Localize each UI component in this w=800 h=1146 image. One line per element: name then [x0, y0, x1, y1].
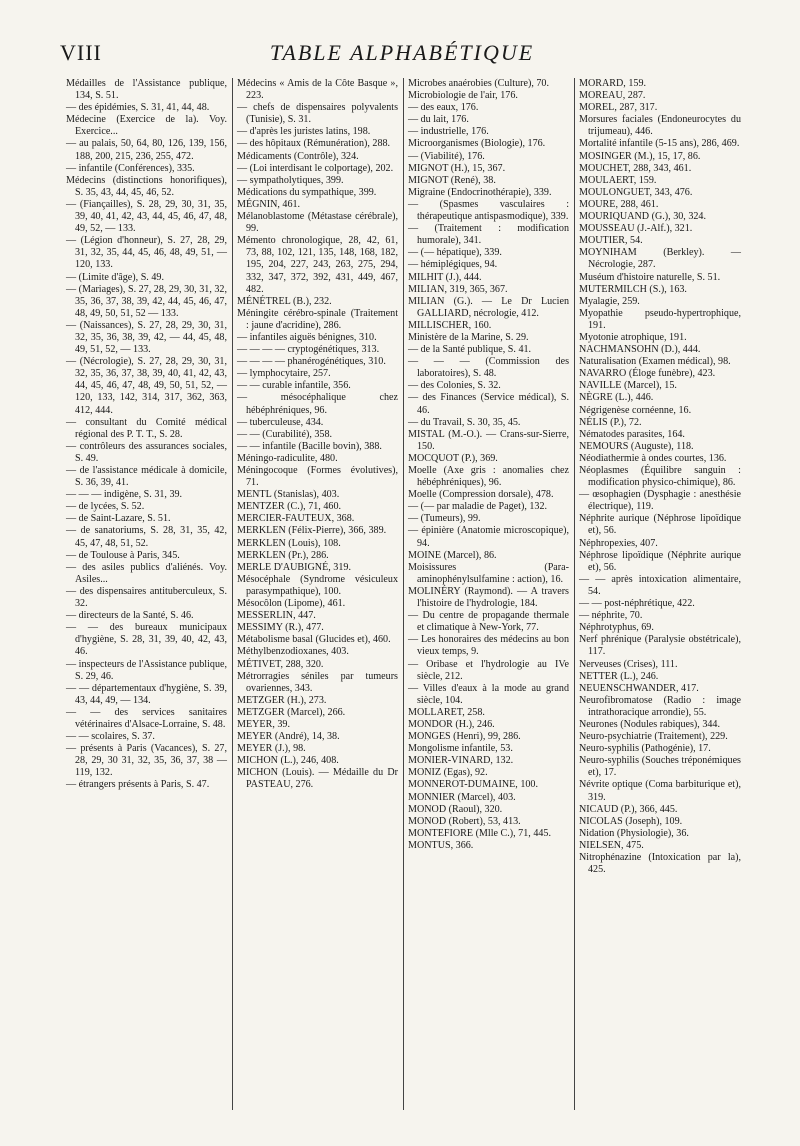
index-entry: MERCIER-FAUTEUX, 368.: [237, 513, 355, 525]
index-entry: MONIZ (Egas), 92.: [408, 767, 488, 779]
index-entry: — (Tumeurs), 99.: [408, 513, 481, 525]
index-entry: — Villes d'eaux à la mode au grand siècle, 104.: [408, 682, 569, 706]
index-entry: Muséum d'histoire naturelle, S. 51.: [579, 271, 721, 283]
index-entry: MILLISCHER, 160.: [408, 319, 492, 331]
index-entry: Méthylbenzodioxanes, 403.: [237, 646, 349, 658]
index-entry: Nitrophénazine (Intoxication par la), 425.: [579, 852, 741, 876]
index-entry: MILIAN (G.). — Le Dr Lucien GALLIARD, nécrologie, 412.: [408, 295, 569, 319]
index-entry: — tuberculeuse, 434.: [237, 416, 324, 428]
index-entry: Mésocéphale (Syndrome vésiculeux parasympathique), 100.: [237, 573, 398, 597]
index-entry: Médecins (distinctions honorifiques), S. 35, 43, 44, 45, 46, 52.: [66, 174, 227, 198]
index-entry: Neuro-syphilis (Souches tréponémiques et), 17.: [579, 755, 741, 779]
index-entry: — (Spasmes vasculaires : thérapeutique antispasmodique), 339.: [408, 198, 569, 223]
index-entry: — (Mariages), S. 27, 28, 29, 30, 31, 32, 35, 36, 37, 38, 39, 42, 44, 45, 46, 47, 48, 49, 50, 51, 52 — 133.: [66, 283, 227, 319]
index-entry: — contrôleurs des assurances sociales, S. 49.: [66, 440, 227, 464]
index-entry: Médecins « Amis de la Côte Basque », 223.: [237, 78, 398, 102]
index-entry: Méningo-radiculite, 480.: [237, 452, 338, 464]
index-entry: — de sanatoriums, S. 28, 31, 35, 42, 45, 47, 48, 51, 52.: [66, 525, 227, 549]
index-entry: MOUTIER, 54.: [579, 235, 643, 247]
index-entry: — Les honoraires des médecins au bon vieux temps, 9.: [408, 634, 569, 658]
index-entry: MONIER-VINARD, 132.: [408, 755, 514, 767]
index-entry: MOULONGUET, 343, 476.: [579, 186, 693, 198]
index-entry: — de Saint-Lazare, S. 51.: [66, 513, 171, 525]
index-entry: MICHON (L.), 246, 408.: [237, 755, 339, 767]
index-entry: Microbes anaérobies (Culture), 70.: [408, 78, 549, 89]
index-entry: MERKLEN (Félix-Pierre), 366, 389.: [237, 525, 387, 537]
index-entry: NICAUD (P.), 366, 445.: [579, 803, 678, 815]
index-entry: — sympatholytiques, 399.: [237, 174, 344, 186]
index-entry: Métrorragies séniles par tumeurs ovariennes, 343.: [237, 670, 398, 694]
index-entry: — — — (Commission des laboratoires), S. 48.: [408, 356, 569, 380]
index-entry: Morsures faciales (Endoneurocytes du trijumeau), 446.: [579, 114, 741, 138]
index-entry: Néodiathermie à ondes courtes, 136.: [579, 452, 727, 464]
index-entry: Médailles de l'Assistance publique, 134, S. 51.: [66, 78, 227, 102]
index-entry: — des Colonies, S. 32.: [408, 380, 501, 392]
index-entry: Nerf phrénique (Paralysie obstétricale), 117.: [579, 634, 741, 658]
index-entry: — néphrite, 70.: [579, 610, 643, 622]
index-entry: — — des bureaux municipaux d'hygiène, S. 28, 31, 39, 40, 42, 43, 46.: [66, 622, 227, 658]
index-entry: Naturalisation (Examen médical), 98.: [579, 356, 731, 368]
index-entry: Microbiologie de l'air, 176.: [408, 90, 518, 102]
index-entry: NÉLIS (P.), 72.: [579, 416, 642, 428]
index-entry: MONOD (Raoul), 320.: [408, 803, 503, 815]
index-entry: NAVARRO (Éloge funèbre), 423.: [579, 368, 716, 380]
index-columns: [62, 78, 746, 1110]
index-entry: — épinière (Anatomie microscopique), 94.: [408, 525, 569, 549]
index-entry: — chefs de dispensaires polyvalents (Tunisie), S. 31.: [237, 102, 398, 126]
index-entry: Méningite cérébro-spinale (Traitement : jaune d'acridine), 286.: [237, 307, 398, 331]
index-entry: — consultant du Comité médical régional des P. T. T., S. 28.: [66, 416, 227, 440]
index-entry: Neuro-psychiatrie (Traitement), 229.: [579, 731, 728, 743]
index-entry: MÉTIVET, 288, 320.: [237, 658, 324, 670]
index-entry: — hémiplégiques, 94.: [408, 259, 498, 271]
index-entry: Neurofibromatose (Radio : image intrathoracique arrondie), 55.: [579, 694, 741, 718]
index-entry: — (— par maladie de Paget), 132.: [408, 501, 548, 513]
index-entry: Nidation (Physiologie), 36.: [579, 827, 689, 839]
index-entry: NIELSEN, 475.: [579, 839, 644, 851]
index-entry: — (Légion d'honneur), S. 27, 28, 29, 31, 32, 35, 44, 45, 46, 48, 49, 51, — 120, 133.: [66, 235, 227, 271]
index-entry: — infantiles aiguës bénignes, 310.: [237, 331, 377, 343]
index-entry: MESSIMY (R.), 477.: [237, 622, 324, 634]
index-entry: — des eaux, 176.: [408, 102, 479, 114]
index-entry: Migraine (Endocrinothérapie), 339.: [408, 186, 552, 198]
index-entry: Mélanoblastome (Métastase cérébrale), 99.: [237, 211, 398, 235]
index-entry: — des asiles publics d'aliénés. Voy. Asiles...: [66, 561, 227, 585]
page-header: [60, 40, 744, 74]
index-entry: — inspecteurs de l'Assistance publique, S. 29, 46.: [66, 658, 227, 682]
index-entry: MEYER (J.), 98.: [237, 743, 306, 755]
index-entry: MOYNIHAM (Berkley). — Nécrologie, 287.: [579, 247, 741, 271]
index-entry: MONGES (Henri), 99, 286.: [408, 731, 521, 743]
index-entry: Névrite optique (Coma barbiturique et), 319.: [579, 779, 741, 803]
index-entry: METZGER (H.), 273.: [237, 694, 327, 706]
index-entry: MUTERMILCH (S.), 163.: [579, 283, 687, 295]
index-entry: — (Fiançailles), S. 28, 29, 30, 31, 35, 39, 40, 41, 42, 43, 44, 45, 46, 47, 48, 49, 52, — 133.: [66, 198, 227, 235]
index-entry: Neurones (Nodules rabiques), 344.: [579, 718, 720, 730]
index-entry: MONNIER (Marcel), 403.: [408, 791, 516, 803]
index-entry: Médicaments (Contrôle), 324.: [237, 150, 359, 162]
index-entry: — mésocéphalique chez hébéphréniques, 96.: [237, 392, 398, 416]
index-entry: MONTEFIORE (Mlle C.), 71, 445.: [408, 827, 551, 839]
index-entry: MOREAU, 287.: [579, 90, 646, 102]
index-entry: MOULAERT, 159.: [579, 174, 657, 186]
index-entry: — (— hépatique), 339.: [408, 247, 502, 259]
index-entry: — de la Santé publique, S. 41.: [408, 344, 532, 356]
index-entry: Méningocoque (Formes évolutives), 71.: [237, 465, 398, 489]
index-entry: MOUSSEAU (J.-Alf.), 321.: [579, 223, 693, 235]
index-entry: Médications du sympathique, 399.: [237, 186, 377, 198]
index-entry: — de Toulouse à Paris, 345.: [66, 549, 180, 561]
index-entry: MERLE D'AUBIGNÉ, 319.: [237, 561, 351, 573]
index-entry: — (Naissances), S. 27, 28, 29, 30, 31, 32, 35, 36, 38, 39, 42, — 44, 45, 48, 49, 51, 52, — 133.: [66, 319, 227, 356]
index-column-4: [575, 78, 746, 1110]
index-entry: — Du centre de propagande thermale et climatique à New-York, 77.: [408, 610, 569, 634]
index-entry: Mortalité infantile (5-15 ans), 286, 469.: [579, 138, 740, 150]
index-entry: — (Loi interdisant le colportage), 202.: [237, 162, 394, 174]
index-entry: — — post-néphrétique, 422.: [579, 598, 695, 610]
index-entry: Moelle (Compression dorsale), 478.: [408, 489, 554, 501]
index-entry: MONNEROT-DUMAINE, 100.: [408, 779, 539, 791]
index-entry: MONDOR (H.), 246.: [408, 718, 495, 730]
index-entry: MERKLEN (Pr.), 286.: [237, 549, 329, 561]
index-entry: Myopathie pseudo-hypertrophique, 191.: [579, 307, 741, 331]
index-entry: Ministère de la Marine, S. 29.: [408, 331, 529, 343]
index-entry: NEMOURS (Auguste), 118.: [579, 440, 694, 452]
index-entry: — — — — phanérogénétiques, 310.: [237, 356, 386, 368]
index-entry: MEYER (André), 14, 38.: [237, 731, 340, 743]
index-entry: — œsophagien (Dysphagie : anesthésie électrique), 119.: [579, 489, 741, 513]
index-entry: Médecine (Exercice de la). Voy. Exercice...: [66, 114, 227, 138]
index-entry: MONOD (Robert), 53, 413.: [408, 815, 521, 827]
index-entry: — des épidémies, S. 31, 41, 44, 48.: [66, 102, 210, 114]
index-entry: Néphropexies, 407.: [579, 537, 658, 549]
index-entry: — de lycées, S. 52.: [66, 501, 145, 513]
index-entry: Neuro-syphilis (Pathogénie), 17.: [579, 743, 711, 755]
index-entry: Moelle (Axe gris : anomalies chez hébéphréniques), 96.: [408, 465, 569, 489]
index-entry: — étrangers présents à Paris, S. 47.: [66, 779, 210, 791]
index-column-1: [62, 78, 233, 1110]
index-column-2: [233, 78, 404, 1110]
index-entry: Néoplasmes (Équilibre sanguin : modification physico-chimique), 86.: [579, 465, 741, 489]
index-entry: MESSERLIN, 447.: [237, 610, 316, 622]
index-entry: — (Traitement : modification humorale), 341.: [408, 223, 569, 247]
index-entry: — Oribase et l'hydrologie au IVe siècle, 212.: [408, 658, 569, 682]
index-entry: MILIAN, 319, 365, 367.: [408, 283, 508, 295]
index-entry: Mongolisme infantile, 53.: [408, 743, 513, 755]
index-entry: NAVILLE (Marcel), 15.: [579, 380, 677, 392]
index-entry: MOCQUOT (P.), 369.: [408, 452, 498, 464]
index-entry: MÉGNIN, 461.: [237, 198, 301, 210]
index-entry: — (Nécrologie), S. 27, 28, 29, 30, 31, 32, 35, 36, 37, 38, 39, 40, 41, 42, 43, 44, 45, 46, 47, 48, 49, 50, 51, 52, — 120, 133, 142, 314, 317, 362, 363, 412, 444.: [66, 356, 227, 416]
index-entry: — (Viabilité), 176.: [408, 150, 485, 162]
index-entry: MORARD, 159.: [579, 78, 647, 89]
index-entry: MOUCHET, 288, 343, 461.: [579, 162, 692, 174]
index-entry: MÉNÉTREL (B.), 232.: [237, 295, 332, 307]
index-entry: Nerveuses (Crises), 111.: [579, 658, 678, 670]
index-entry: MICHON (Louis). — Médaille du Dr PASTEAU, 276.: [237, 767, 398, 791]
index-entry: — — scolaires, S. 37.: [66, 731, 155, 743]
index-entry: Moisissures (Para-aminophénylsulfamine : action), 16.: [408, 561, 569, 585]
index-entry: Négrigenèse cornéenne, 16.: [579, 404, 692, 416]
index-entry: NICOLAS (Joseph), 109.: [579, 815, 683, 827]
index-entry: — présents à Paris (Vacances), S. 27, 28, 29, 30 31, 32, 35, 36, 37, 38 — 119, 132.: [66, 743, 227, 779]
index-entry: — directeurs de la Santé, S. 46.: [66, 610, 194, 622]
index-entry: MERKLEN (Louis), 108.: [237, 537, 341, 549]
index-entry: — du lait, 176.: [408, 114, 469, 126]
index-entry: — au palais, 50, 64, 80, 126, 139, 156, 188, 200, 215, 236, 255, 472.: [66, 138, 227, 162]
index-entry: — — infantile (Bacille bovin), 388.: [237, 440, 382, 452]
index-entry: — de l'assistance médicale à domicile, S. 36, 39, 41.: [66, 465, 227, 489]
index-entry: MOINE (Marcel), 86.: [408, 549, 497, 561]
index-entry: MIGNOT (H.), 15, 367.: [408, 162, 506, 174]
index-entry: Nématodes parasites, 164.: [579, 428, 685, 440]
index-entry: MOSINGER (M.), 15, 17, 86.: [579, 150, 701, 162]
index-entry: — — départementaux d'hygiène, S. 39, 43, 44, 49, — 134.: [66, 682, 227, 706]
index-entry: — des Finances (Service médical), S. 46.: [408, 392, 569, 416]
index-entry: Mésocôlon (Lipome), 461.: [237, 598, 346, 610]
index-entry: MOLLARET, 258.: [408, 706, 485, 718]
index-entry: NETTER (L.), 246.: [579, 670, 659, 682]
index-entry: Néphrite aurique (Néphrose lipoïdique et), 56.: [579, 513, 741, 537]
index-entry: MILHIT (J.), 444.: [408, 271, 482, 283]
index-entry: Métabolisme basal (Glucides et), 460.: [237, 634, 391, 646]
index-entry: — lymphocytaire, 257.: [237, 368, 331, 380]
index-entry: Néphrose lipoïdique (Néphrite aurique et), 56.: [579, 549, 741, 573]
index-entry: — — — — cryptogénétiques, 313.: [237, 344, 380, 356]
index-entry: — — — indigène, S. 31, 39.: [66, 489, 183, 501]
index-entry: NACHMANSOHN (D.), 444.: [579, 344, 701, 356]
index-entry: — des dispensaires antituberculeux, S. 32.: [66, 585, 227, 610]
index-entry: — du Travail, S. 30, 35, 45.: [408, 416, 521, 428]
index-entry: Néphrotyphus, 69.: [579, 622, 654, 634]
index-entry: MOLINÉRY (Raymond). — A travers l'histoire de l'hydrologie, 184.: [408, 585, 569, 610]
index-entry: NÈGRE (L.), 446.: [579, 392, 654, 404]
running-title: TABLE ALPHABÉTIQUE: [269, 40, 535, 65]
index-entry: — infantile (Conférences), 335.: [66, 162, 195, 174]
index-entry: MOURE, 288, 461.: [579, 198, 659, 210]
index-entry: — — (Curabilité), 358.: [237, 428, 333, 440]
index-entry: MENTZER (C.), 71, 460.: [237, 501, 342, 513]
page-number: VIII: [60, 40, 102, 65]
index-entry: MOURIQUAND (G.), 30, 324.: [579, 211, 707, 223]
index-entry: NEUENSCHWANDER, 417.: [579, 682, 699, 694]
index-entry: Myotonie atrophique, 191.: [579, 331, 687, 343]
index-entry: MOREL, 287, 317.: [579, 102, 658, 114]
index-entry: Mémento chronologique, 28, 42, 61, 73, 88, 102, 121, 135, 148, 168, 182, 195, 204, 227, 243, 263, 275, 294, 332, 347, 372, 392, 431, 449, 467, 482.: [237, 235, 398, 295]
index-entry: Microorganismes (Biologie), 176.: [408, 138, 546, 150]
index-entry: — des hôpitaux (Rémunération), 288.: [237, 138, 391, 150]
index-entry: — industrielle, 176.: [408, 126, 489, 138]
index-entry: METZGER (Marcel), 266.: [237, 706, 346, 718]
index-entry: Myalagie, 259.: [579, 295, 640, 307]
index-entry: — — des services sanitaires vétérinaires d'Alsace-Lorraine, S. 48.: [66, 706, 227, 730]
index-entry: — — curable infantile, 356.: [237, 380, 351, 392]
index-entry: — (Limite d'âge), S. 49.: [66, 271, 164, 283]
index-column-3: [404, 78, 575, 1110]
index-entry: — — après intoxication alimentaire, 54.: [579, 573, 741, 597]
index-entry: — d'après les juristes latins, 198.: [237, 126, 371, 138]
index-entry: MEYER, 39.: [237, 718, 290, 730]
index-entry: MENTL (Stanislas), 403.: [237, 489, 340, 501]
index-entry: MISTAL (M.-O.). — Crans-sur-Sierre, 150.: [408, 428, 569, 452]
index-entry: MONTUS, 366.: [408, 839, 474, 851]
index-entry: MIGNOT (René), 38.: [408, 174, 496, 186]
